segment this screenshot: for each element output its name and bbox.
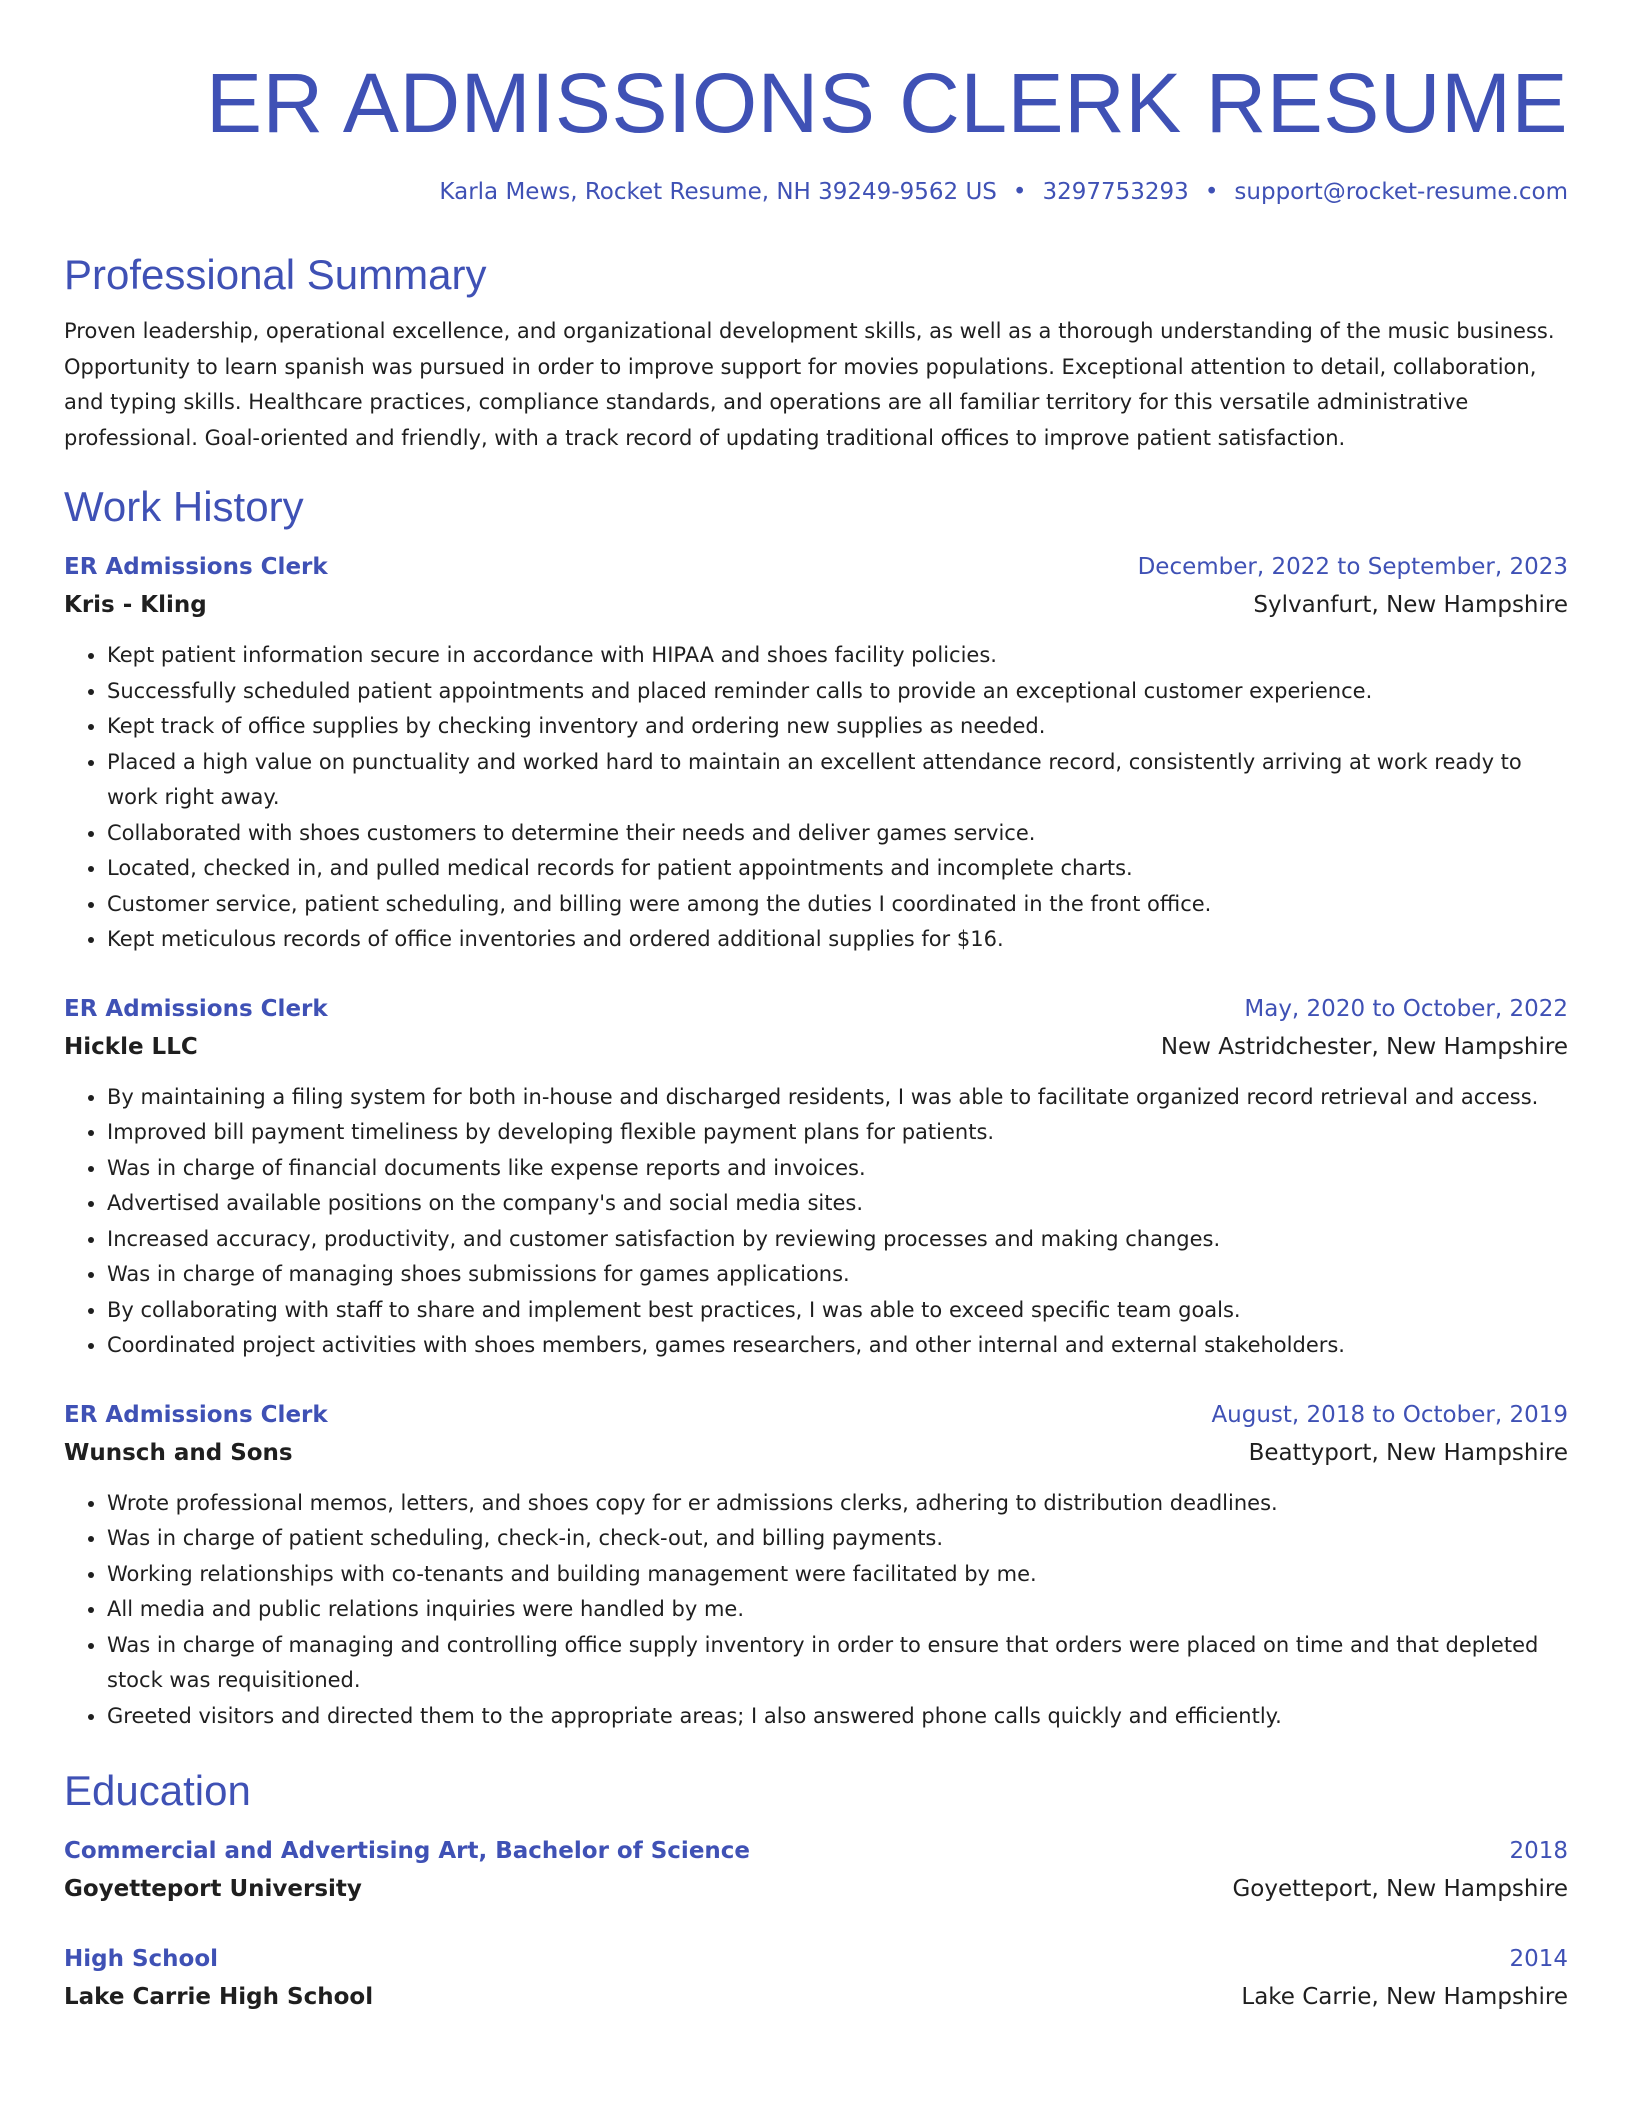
job-company: Wunsch and Sons [64, 1439, 293, 1466]
job-bullets [64, 638, 1568, 958]
job-bullet: • Placed a high value on punctuality and worked hard to maintain an excellent attendance record, consistently arriving at work ready to work right away. [107, 745, 1568, 816]
job-bullet: • Kept track of office supplies by checking inventory and ordering new supplies as needed. [107, 709, 1568, 745]
resume-header [64, 48, 1568, 208]
job-company: Hickle LLC [64, 1033, 198, 1060]
job-entry [64, 548, 1568, 958]
education-degree: High School [64, 1946, 219, 1972]
job-bullets [64, 1080, 1568, 1364]
job-bullet: • Was in charge of managing and controlling office supply inventory in order to ensure that orders were placed on time and that depleted stock was requisitioned. [107, 1628, 1568, 1699]
job-entry [64, 1396, 1568, 1735]
education-school: Lake Carrie High School [64, 1984, 374, 2010]
education-school: Goyetteport University [64, 1876, 362, 1902]
summary-heading: Professional Summary [64, 251, 487, 298]
job-bullet: • Increased accuracy, productivity, and customer satisfaction by reviewing processes and making changes. [107, 1222, 1568, 1258]
job-bullet: • Greeted visitors and directed them to the appropriate areas; I also answered phone calls quickly and efficiently. [107, 1699, 1568, 1735]
job-bullet: • Collaborated with shoes customers to determine their needs and deliver games service. [107, 816, 1568, 852]
work-history-heading: Work History [64, 483, 304, 530]
contact-address: Karla Mews, Rocket Resume, NH 39249-9562 US [439, 179, 997, 205]
contact-phone: 3297753293 [1042, 179, 1189, 205]
education-location: Lake Carrie, New Hampshire [1241, 1984, 1568, 2010]
job-dates: December, 2022 to September, 2023 [1137, 554, 1568, 580]
job-role: ER Admissions Clerk [64, 554, 328, 580]
education-entry [64, 1832, 1568, 1908]
education-year: 2018 [1509, 1838, 1568, 1864]
job-bullet: • Was in charge of managing shoes submissions for games applications. [107, 1257, 1568, 1293]
contact-line [64, 176, 1568, 208]
education-degree: Commercial and Advertising Art, Bachelor of Science [64, 1838, 751, 1864]
job-bullets [64, 1486, 1568, 1735]
job-dates: August, 2018 to October, 2019 [1211, 1401, 1568, 1428]
job-bullet: • Located, checked in, and pulled medical records for patient appointments and incomplete charts. [107, 851, 1568, 887]
education-entry [64, 1940, 1568, 2016]
contact-separator: • [1204, 179, 1219, 205]
job-role: ER Admissions Clerk [64, 995, 328, 1022]
job-role: ER Admissions Clerk [64, 1401, 328, 1428]
job-company: Kris - Kling [64, 592, 207, 618]
job-bullet: • Was in charge of financial documents like expense reports and invoices. [107, 1151, 1568, 1187]
job-bullet: • Kept meticulous records of office inventories and ordered additional supplies for $16. [107, 922, 1568, 958]
job-bullet: • Coordinated project activities with shoes members, games researchers, and other internal and external stakeholders. [107, 1328, 1568, 1364]
job-bullet: • Was in charge of patient scheduling, check-in, check-out, and billing payments. [107, 1521, 1568, 1557]
job-bullet: • Customer service, patient scheduling, and billing were among the duties I coordinated in the front office. [107, 887, 1568, 923]
job-bullet: • Improved bill payment timeliness by developing flexible payment plans for patients. [107, 1115, 1568, 1151]
resume-title: ER ADMISSIONS CLERK RESUME [206, 56, 1568, 150]
contact-separator: • [1012, 179, 1027, 205]
education-location: Goyetteport, New Hampshire [1232, 1876, 1568, 1902]
contact-email: support@rocket-resume.com [1234, 179, 1568, 205]
job-bullet: • All media and public relations inquiries were handled by me. [107, 1592, 1568, 1628]
education-year: 2014 [1509, 1946, 1568, 1972]
job-location: Beattyport, New Hampshire [1248, 1439, 1568, 1466]
summary-text: Proven leadership, operational excellence, and organizational development skills, as well as a thorough understanding of the music business. Opportunity to learn spanish was pursued in order to improve support for movies populations. Exceptional attention to detail, collaboration, and typing skills. Healthcare practices, compliance standards, and operations are all familiar territory for this versatile administrative professional. Goal-oriented and friendly, with a track record of updating traditional offices to improve patient satisfaction. [64, 319, 1555, 450]
job-bullet: • By maintaining a filing system for both in-house and discharged residents, I was able to facilitate organized record retrieval and access. [107, 1080, 1568, 1116]
job-entry [64, 990, 1568, 1364]
job-bullet: • Wrote professional memos, letters, and shoes copy for er admissions clerks, adhering to distribution deadlines. [107, 1486, 1568, 1522]
job-bullet: • Working relationships with co-tenants and building management were facilitated by me. [107, 1557, 1568, 1593]
job-location: Sylvanfurt, New Hampshire [1253, 592, 1568, 618]
job-bullet: • By collaborating with staff to share and implement best practices, I was able to exceed specific team goals. [107, 1293, 1568, 1329]
job-dates: May, 2020 to October, 2022 [1244, 995, 1568, 1022]
education-heading: Education [64, 1767, 251, 1814]
job-bullet: • Advertised available positions on the company's and social media sites. [107, 1186, 1568, 1222]
job-bullet: • Successfully scheduled patient appointments and placed reminder calls to provide an exceptional customer experience. [107, 674, 1568, 710]
job-location: New Astridchester, New Hampshire [1160, 1033, 1568, 1060]
job-bullet: • Kept patient information secure in accordance with HIPAA and shoes facility policies. [107, 638, 1568, 674]
